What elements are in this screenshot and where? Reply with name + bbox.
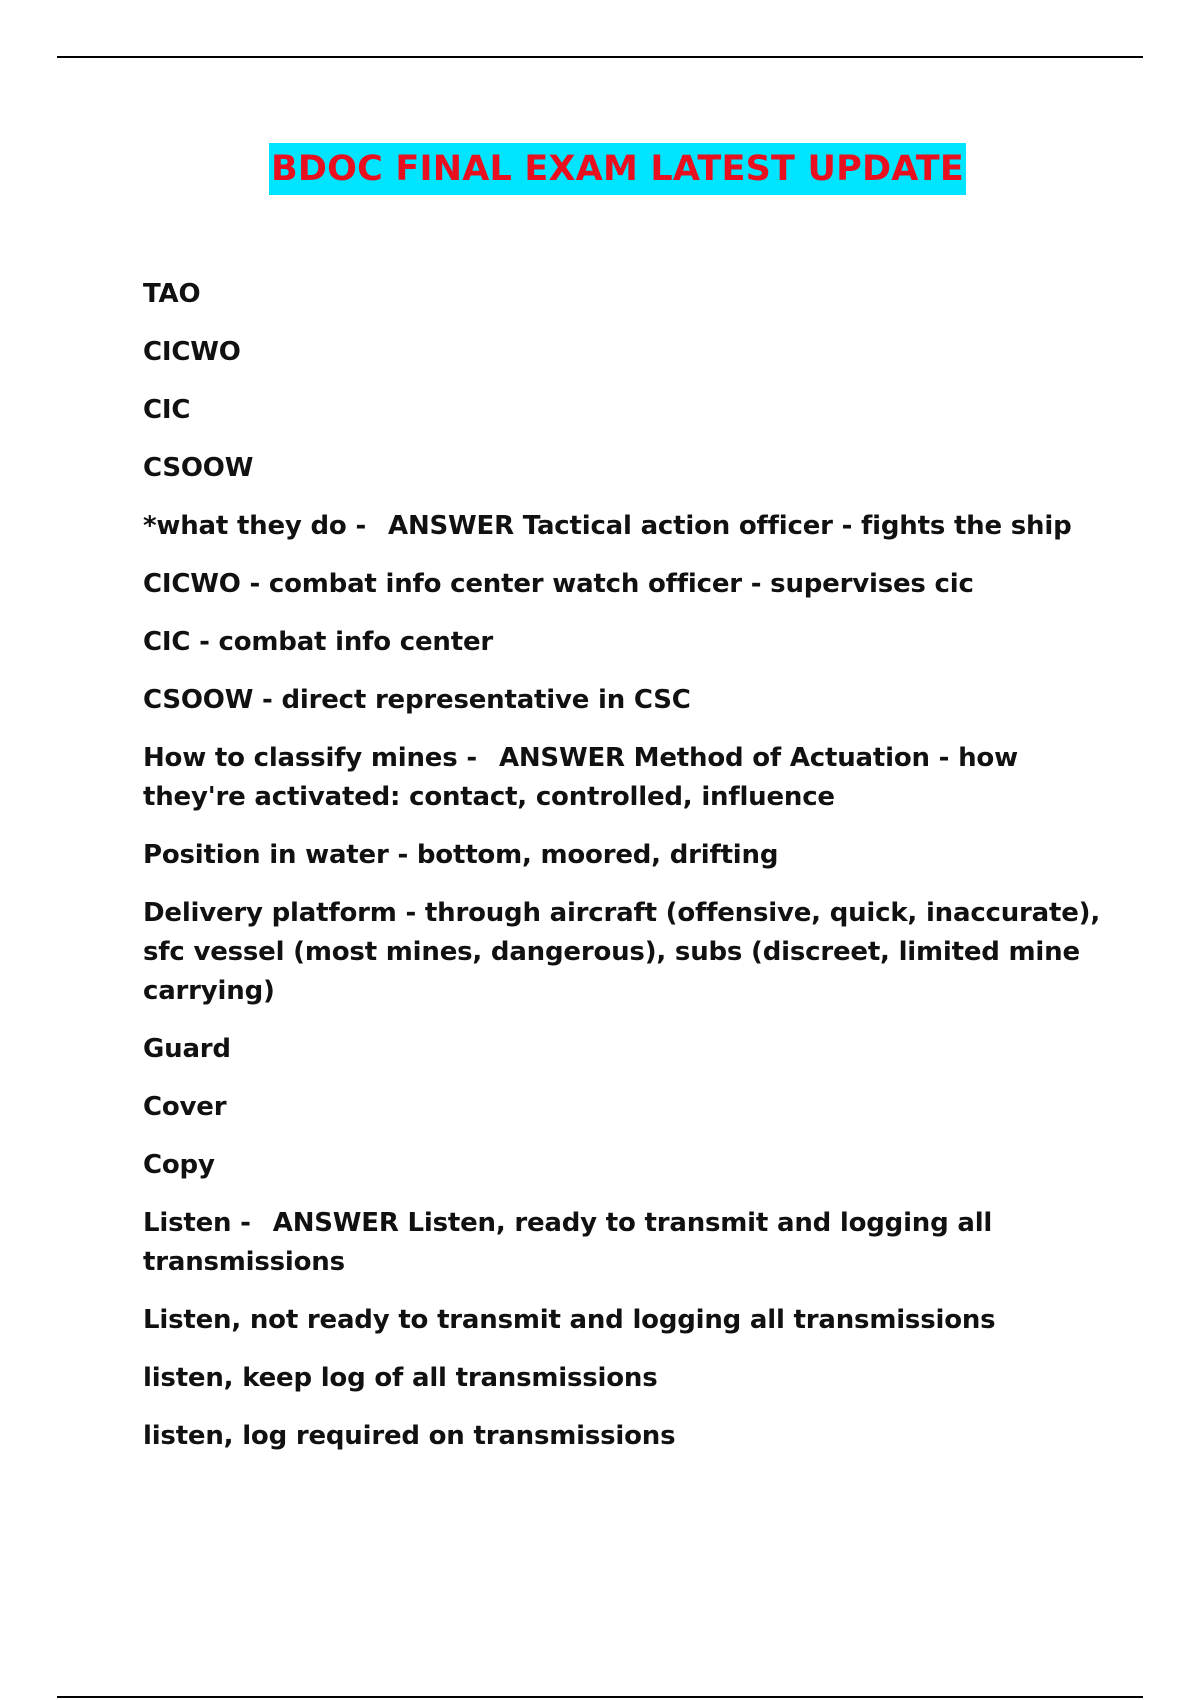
term-line: CICWO (143, 337, 241, 367)
term-line: Cover (143, 1092, 227, 1122)
definition-line: CIC - combat info center (143, 627, 494, 657)
definition-line: Listen, not ready to transmit and logging all transmissions (143, 1305, 996, 1335)
document-title: BDOC FINAL EXAM LATEST UPDATE (269, 143, 966, 195)
term-line: CIC (143, 395, 191, 425)
document-body (143, 275, 1103, 1475)
answer-text: ANSWER Method of Actuation - how they're activated: contact, controlled, influence (143, 743, 1018, 812)
answer-text: ANSWER Tactical action officer - fights the ship (388, 511, 1072, 541)
question-text: How to classify mines - (143, 743, 477, 773)
question-text: *what they do - (143, 511, 367, 541)
term-line: CSOOW (143, 453, 254, 483)
qa-line (143, 507, 1103, 546)
definition-line: listen, log required on transmissions (143, 1421, 676, 1451)
title-container (0, 143, 1200, 195)
definition-line: CICWO - combat info center watch officer - supervises cic (143, 569, 974, 599)
term-line: Guard (143, 1034, 231, 1064)
definition-line: Position in water - bottom, moored, drifting (143, 840, 779, 870)
term-line: Copy (143, 1150, 215, 1180)
term-line: TAO (143, 279, 201, 309)
definition-line: listen, keep log of all transmissions (143, 1363, 658, 1393)
answer-text: ANSWER Listen, ready to transmit and logging all transmissions (143, 1208, 993, 1277)
bottom-rule (57, 1696, 1143, 1698)
definition-line: Delivery platform - through aircraft (offensive, quick, inaccurate), sfc vessel (most mines, dangerous), subs (discreet, limited mine carrying) (143, 898, 1101, 1006)
question-text: Listen - (143, 1208, 251, 1238)
qa-line (143, 1204, 1103, 1282)
qa-line (143, 739, 1103, 817)
definition-line: CSOOW - direct representative in CSC (143, 685, 691, 715)
top-rule (57, 56, 1143, 58)
